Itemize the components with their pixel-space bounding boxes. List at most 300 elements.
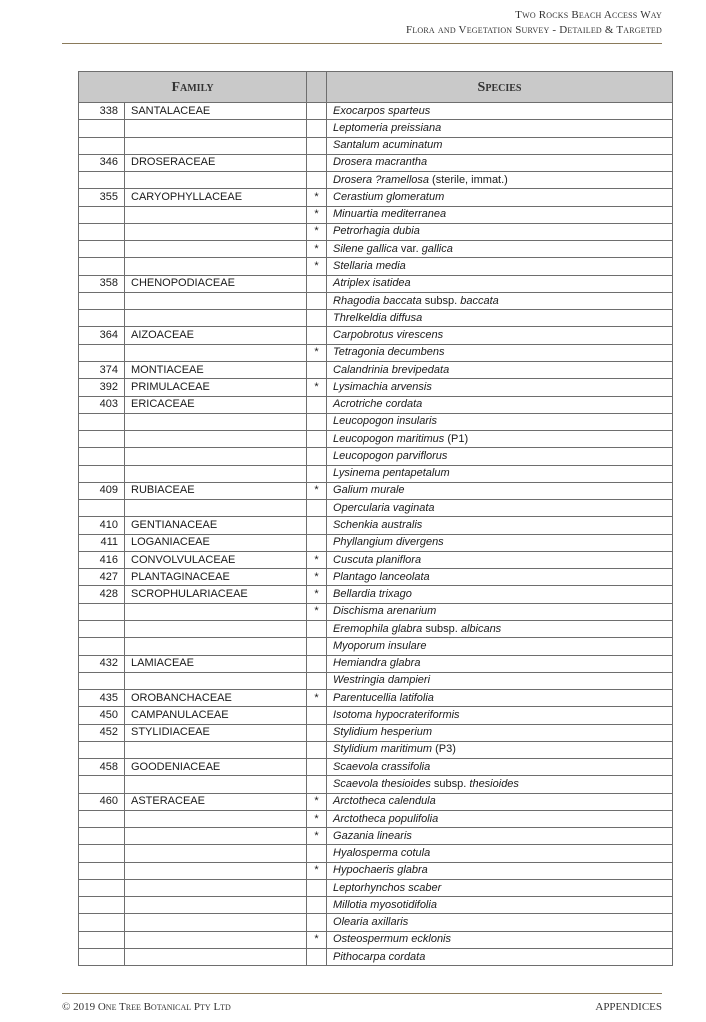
family-number-cell: 410 <box>79 517 125 534</box>
species-name: Threlkeldia diffusa <box>333 311 423 324</box>
family-number-cell: 364 <box>79 327 125 344</box>
family-number-cell <box>79 603 125 620</box>
family-name-cell <box>125 172 307 189</box>
species-name: Schenkia australis <box>333 519 423 531</box>
introduced-marker-cell <box>307 448 327 465</box>
family-name-cell <box>125 879 307 896</box>
family-number-cell: 338 <box>79 103 125 120</box>
table-row <box>79 482 673 499</box>
species-name: Acrotriche cordata <box>333 398 423 411</box>
table-row <box>79 620 673 637</box>
infraspecific-name: thesioides <box>469 777 519 790</box>
species-name: Hemiandra glabra <box>333 657 421 670</box>
family-number-cell: 435 <box>79 690 125 707</box>
species-name-cell <box>327 465 673 482</box>
table-row <box>79 828 673 845</box>
family-number-cell: 409 <box>79 482 125 499</box>
introduced-marker-cell <box>307 724 327 741</box>
table-row <box>79 172 673 189</box>
species-name-cell <box>327 344 673 361</box>
species-name: Lysimachia arvensis <box>333 380 432 393</box>
family-number-cell <box>79 448 125 465</box>
table-row <box>79 534 673 551</box>
species-name-cell <box>327 897 673 914</box>
species-name: Plantago lanceolata <box>333 570 430 583</box>
family-number-cell <box>79 344 125 361</box>
species-name-cell <box>327 551 673 568</box>
rank-label: var. <box>397 242 422 255</box>
family-name-cell <box>125 137 307 154</box>
introduced-marker-cell <box>307 949 327 966</box>
family-number-cell: 432 <box>79 655 125 672</box>
introduced-marker-cell: * <box>307 828 327 845</box>
species-name-cell <box>327 379 673 396</box>
family-name-cell <box>125 862 307 879</box>
species-name-cell <box>327 396 673 413</box>
species-name-cell <box>327 361 673 378</box>
table-row <box>79 517 673 534</box>
family-number-cell <box>79 828 125 845</box>
species-name-cell <box>327 431 673 448</box>
family-name-cell <box>125 206 307 223</box>
family-name-cell: CONVOLVULACEAE <box>125 551 307 568</box>
introduced-marker-cell: * <box>307 690 327 707</box>
species-name-cell <box>327 862 673 879</box>
species-name: Cuscuta planiflora <box>333 553 422 566</box>
table-row <box>79 776 673 793</box>
flora-species-table <box>78 71 673 966</box>
species-name: Opercularia vaginata <box>333 501 435 514</box>
introduced-marker-cell: * <box>307 569 327 586</box>
family-number-cell: 428 <box>79 586 125 603</box>
species-name-cell <box>327 275 673 292</box>
introduced-marker-cell: * <box>307 344 327 361</box>
family-name-cell: OROBANCHACEAE <box>125 690 307 707</box>
family-name-cell: ERICACEAE <box>125 396 307 413</box>
species-name-cell <box>327 569 673 586</box>
table-row <box>79 379 673 396</box>
species-name: Stylidium hesperium <box>333 726 433 739</box>
family-name-cell: STYLIDIACEAE <box>125 724 307 741</box>
species-name-cell <box>327 172 673 189</box>
introduced-marker-cell <box>307 759 327 776</box>
species-name: Leptomeria preissiana <box>333 121 442 134</box>
table-row <box>79 690 673 707</box>
family-name-cell: PLANTAGINACEAE <box>125 569 307 586</box>
species-name: Santalum acuminatum <box>333 139 443 152</box>
species-name: Galium murale <box>333 484 405 497</box>
introduced-marker-cell <box>307 465 327 482</box>
species-name: Olearia axillaris <box>333 916 409 929</box>
species-name-cell <box>327 759 673 776</box>
species-name: Osteospermum ecklonis <box>333 933 452 946</box>
species-name-cell <box>327 724 673 741</box>
family-number-cell <box>79 465 125 482</box>
family-name-cell <box>125 949 307 966</box>
family-name-cell <box>125 931 307 948</box>
family-number-cell <box>79 120 125 137</box>
species-name-cell <box>327 741 673 758</box>
species-note: (sterile, immat.) <box>429 173 508 186</box>
family-number-cell <box>79 258 125 275</box>
species-name-cell <box>327 448 673 465</box>
table-row <box>79 862 673 879</box>
introduced-marker-cell: * <box>307 379 327 396</box>
family-number-cell: 346 <box>79 154 125 171</box>
table-row <box>79 500 673 517</box>
family-number-cell <box>79 206 125 223</box>
species-name-cell <box>327 292 673 309</box>
table-row <box>79 448 673 465</box>
introduced-marker-cell: * <box>307 258 327 275</box>
family-name-cell <box>125 776 307 793</box>
family-name-cell: AIZOACEAE <box>125 327 307 344</box>
introduced-marker-cell: * <box>307 603 327 620</box>
family-number-cell <box>79 172 125 189</box>
introduced-marker-cell <box>307 431 327 448</box>
family-number-cell <box>79 310 125 327</box>
introduced-marker-cell <box>307 672 327 689</box>
species-name: Leucopogon insularis <box>333 415 437 428</box>
family-name-cell: LOGANIACEAE <box>125 534 307 551</box>
family-name-cell <box>125 672 307 689</box>
introduced-marker-cell <box>307 103 327 120</box>
species-name: Isotoma hypocrateriformis <box>333 708 460 721</box>
introduced-marker-cell <box>307 620 327 637</box>
family-name-cell <box>125 310 307 327</box>
family-number-cell <box>79 879 125 896</box>
species-name: Arctotheca populifolia <box>333 812 439 825</box>
species-name: Atriplex isatidea <box>333 277 411 290</box>
family-name-cell: GOODENIACEAE <box>125 759 307 776</box>
species-name: Calandrinia brevipedata <box>333 363 450 376</box>
species-name-cell <box>327 828 673 845</box>
species-name-cell <box>327 638 673 655</box>
introduced-marker-cell <box>307 638 327 655</box>
introduced-marker-cell: * <box>307 482 327 499</box>
table-row <box>79 741 673 758</box>
introduced-marker-cell <box>307 172 327 189</box>
species-name: Carpobrotus virescens <box>333 329 444 342</box>
introduced-marker-cell <box>307 396 327 413</box>
species-name: Cerastium glomeratum <box>333 190 445 203</box>
species-name: Hyalosperma cotula <box>333 847 431 860</box>
family-number-cell: 392 <box>79 379 125 396</box>
table-row <box>79 897 673 914</box>
family-number-cell <box>79 500 125 517</box>
column-header-family: Family <box>79 72 307 103</box>
family-name-cell: CARYOPHYLLACEAE <box>125 189 307 206</box>
table-row <box>79 310 673 327</box>
family-name-cell: CHENOPODIACEAE <box>125 275 307 292</box>
species-name: Phyllangium divergens <box>333 536 444 549</box>
table-row <box>79 879 673 896</box>
table-row <box>79 275 673 292</box>
introduced-marker-cell: * <box>307 241 327 258</box>
table-row <box>79 361 673 378</box>
species-name: Silene gallica <box>333 242 398 255</box>
family-number-cell <box>79 862 125 879</box>
family-name-cell <box>125 258 307 275</box>
family-number-cell: 355 <box>79 189 125 206</box>
family-name-cell <box>125 465 307 482</box>
species-name-cell <box>327 931 673 948</box>
introduced-marker-cell <box>307 413 327 430</box>
introduced-marker-cell <box>307 292 327 309</box>
family-name-cell <box>125 741 307 758</box>
family-number-cell: 450 <box>79 707 125 724</box>
family-number-cell <box>79 845 125 862</box>
introduced-marker-cell: * <box>307 931 327 948</box>
family-number-cell: 403 <box>79 396 125 413</box>
species-name: Leucopogon parviflorus <box>333 449 448 462</box>
table-row <box>79 707 673 724</box>
family-name-cell <box>125 120 307 137</box>
species-note: (P1) <box>444 432 469 445</box>
family-name-cell <box>125 241 307 258</box>
table-row <box>79 914 673 931</box>
table-header-row <box>79 72 673 103</box>
introduced-marker-cell <box>307 500 327 517</box>
species-name: Bellardia trixago <box>333 588 412 601</box>
family-number-cell <box>79 931 125 948</box>
introduced-marker-cell: * <box>307 586 327 603</box>
table-row <box>79 413 673 430</box>
species-name: Drosera ?ramellosa <box>333 173 429 186</box>
family-number-cell <box>79 638 125 655</box>
table-row <box>79 638 673 655</box>
introduced-marker-cell <box>307 879 327 896</box>
species-name: Pithocarpa cordata <box>333 950 426 963</box>
introduced-marker-cell <box>307 776 327 793</box>
footer-divider <box>62 993 662 994</box>
rank-label: subsp. <box>421 294 461 307</box>
species-name: Gazania linearis <box>333 829 412 842</box>
table-row <box>79 396 673 413</box>
species-name-cell <box>327 241 673 258</box>
species-name-cell <box>327 534 673 551</box>
species-name: Tetragonia decumbens <box>333 346 445 359</box>
table-row <box>79 949 673 966</box>
family-name-cell <box>125 500 307 517</box>
family-number-cell: 452 <box>79 724 125 741</box>
footer-section-label: APPENDICES <box>595 1001 662 1013</box>
rank-label: subsp. <box>422 622 461 635</box>
species-name-cell <box>327 206 673 223</box>
introduced-marker-cell <box>307 897 327 914</box>
family-number-cell: 460 <box>79 793 125 810</box>
species-name: Parentucellia latifolia <box>333 691 434 704</box>
header-report-title: Flora and Vegetation Survey - Detailed & Targeted <box>406 24 662 36</box>
introduced-marker-cell <box>307 137 327 154</box>
introduced-marker-cell: * <box>307 551 327 568</box>
species-name: Hypochaeris glabra <box>333 864 428 877</box>
family-name-cell <box>125 620 307 637</box>
species-name-cell <box>327 517 673 534</box>
introduced-marker-cell <box>307 310 327 327</box>
introduced-marker-cell: * <box>307 862 327 879</box>
family-name-cell: SCROPHULARIACEAE <box>125 586 307 603</box>
table-row <box>79 603 673 620</box>
introduced-marker-cell <box>307 741 327 758</box>
species-name-cell <box>327 793 673 810</box>
table-row <box>79 672 673 689</box>
table-row <box>79 586 673 603</box>
table-row <box>79 465 673 482</box>
page-header <box>406 8 662 38</box>
species-name: Stylidium maritimum <box>333 743 433 756</box>
species-name: Myoporum insulare <box>333 639 427 652</box>
introduced-marker-cell: * <box>307 223 327 240</box>
family-name-cell <box>125 638 307 655</box>
table-row <box>79 137 673 154</box>
species-name-cell <box>327 845 673 862</box>
family-name-cell: MONTIACEAE <box>125 361 307 378</box>
table-row <box>79 759 673 776</box>
family-number-cell: 427 <box>79 569 125 586</box>
header-project-title: Two Rocks Beach Access Way <box>515 9 662 21</box>
family-number-cell <box>79 672 125 689</box>
species-name-cell <box>327 482 673 499</box>
introduced-marker-cell <box>307 275 327 292</box>
family-name-cell <box>125 223 307 240</box>
table-row <box>79 154 673 171</box>
table-row <box>79 845 673 862</box>
table-row <box>79 344 673 361</box>
family-name-cell <box>125 897 307 914</box>
species-name-cell <box>327 810 673 827</box>
family-name-cell <box>125 914 307 931</box>
introduced-marker-cell <box>307 361 327 378</box>
species-name: Dischisma arenarium <box>333 605 437 618</box>
family-number-cell <box>79 241 125 258</box>
introduced-marker-cell <box>307 655 327 672</box>
table-row <box>79 292 673 309</box>
table-row <box>79 431 673 448</box>
table-row <box>79 223 673 240</box>
family-number-cell <box>79 897 125 914</box>
species-name-cell <box>327 620 673 637</box>
family-number-cell <box>79 620 125 637</box>
introduced-marker-cell <box>307 120 327 137</box>
table-row <box>79 655 673 672</box>
species-name-cell <box>327 672 673 689</box>
family-name-cell: RUBIACEAE <box>125 482 307 499</box>
introduced-marker-cell: * <box>307 810 327 827</box>
family-number-cell: 411 <box>79 534 125 551</box>
family-name-cell <box>125 448 307 465</box>
header-divider <box>62 43 662 44</box>
species-name-cell <box>327 690 673 707</box>
species-note: (P3) <box>432 743 456 756</box>
family-number-cell: 416 <box>79 551 125 568</box>
family-number-cell <box>79 292 125 309</box>
family-number-cell: 358 <box>79 275 125 292</box>
species-name-cell <box>327 189 673 206</box>
species-name: Leucopogon maritimus <box>333 432 445 445</box>
species-name-cell <box>327 327 673 344</box>
introduced-marker-cell <box>307 914 327 931</box>
family-name-cell <box>125 828 307 845</box>
footer-copyright: © 2019 One Tree Botanical Pty Ltd <box>62 1001 231 1013</box>
introduced-marker-cell: * <box>307 189 327 206</box>
family-name-cell <box>125 292 307 309</box>
family-name-cell <box>125 810 307 827</box>
species-name: Scaevola crassifolia <box>333 760 431 773</box>
column-header-species: Species <box>327 72 673 103</box>
table-row <box>79 327 673 344</box>
family-number-cell <box>79 137 125 154</box>
table-row <box>79 241 673 258</box>
table-row <box>79 120 673 137</box>
family-number-cell <box>79 413 125 430</box>
introduced-marker-cell <box>307 154 327 171</box>
species-name: Rhagodia baccata <box>333 294 422 307</box>
species-name-cell <box>327 223 673 240</box>
species-name-cell <box>327 500 673 517</box>
family-number-cell <box>79 914 125 931</box>
family-number-cell: 374 <box>79 361 125 378</box>
introduced-marker-cell: * <box>307 793 327 810</box>
family-name-cell: PRIMULACEAE <box>125 379 307 396</box>
species-name-cell <box>327 413 673 430</box>
family-name-cell: SANTALACEAE <box>125 103 307 120</box>
species-name: Drosera macrantha <box>333 156 428 169</box>
family-name-cell: CAMPANULACEAE <box>125 707 307 724</box>
infraspecific-name: baccata <box>460 294 499 307</box>
family-number-cell <box>79 776 125 793</box>
family-name-cell: LAMIACEAE <box>125 655 307 672</box>
species-name-cell <box>327 310 673 327</box>
family-name-cell: DROSERACEAE <box>125 154 307 171</box>
species-name: Arctotheca calendula <box>333 795 436 808</box>
introduced-marker-cell <box>307 517 327 534</box>
family-number-cell <box>79 431 125 448</box>
introduced-marker-cell <box>307 534 327 551</box>
table-row <box>79 793 673 810</box>
species-name: Minuartia mediterranea <box>333 208 447 221</box>
species-name: Leptorhynchos scaber <box>333 881 442 894</box>
species-name-cell <box>327 707 673 724</box>
family-name-cell: GENTIANACEAE <box>125 517 307 534</box>
family-name-cell <box>125 603 307 620</box>
table-row <box>79 103 673 120</box>
species-name-cell <box>327 776 673 793</box>
table-row <box>79 810 673 827</box>
species-name: Scaevola thesioides <box>333 777 431 790</box>
species-name: Millotia myosotidifolia <box>333 898 437 911</box>
table-body <box>79 103 673 966</box>
family-name-cell <box>125 413 307 430</box>
species-name: Westringia dampieri <box>333 674 431 687</box>
family-number-cell <box>79 223 125 240</box>
table-row <box>79 724 673 741</box>
species-name-cell <box>327 103 673 120</box>
species-name-cell <box>327 586 673 603</box>
species-name-cell <box>327 137 673 154</box>
family-number-cell <box>79 741 125 758</box>
table-row <box>79 931 673 948</box>
infraspecific-name: gallica <box>421 242 453 255</box>
species-name: Exocarpos sparteus <box>333 104 431 117</box>
introduced-marker-cell <box>307 845 327 862</box>
infraspecific-name: albicans <box>460 622 502 635</box>
species-name-cell <box>327 603 673 620</box>
species-name: Petrorhagia dubia <box>333 225 420 238</box>
family-name-cell <box>125 344 307 361</box>
column-header-gap <box>307 72 327 103</box>
table-row <box>79 569 673 586</box>
